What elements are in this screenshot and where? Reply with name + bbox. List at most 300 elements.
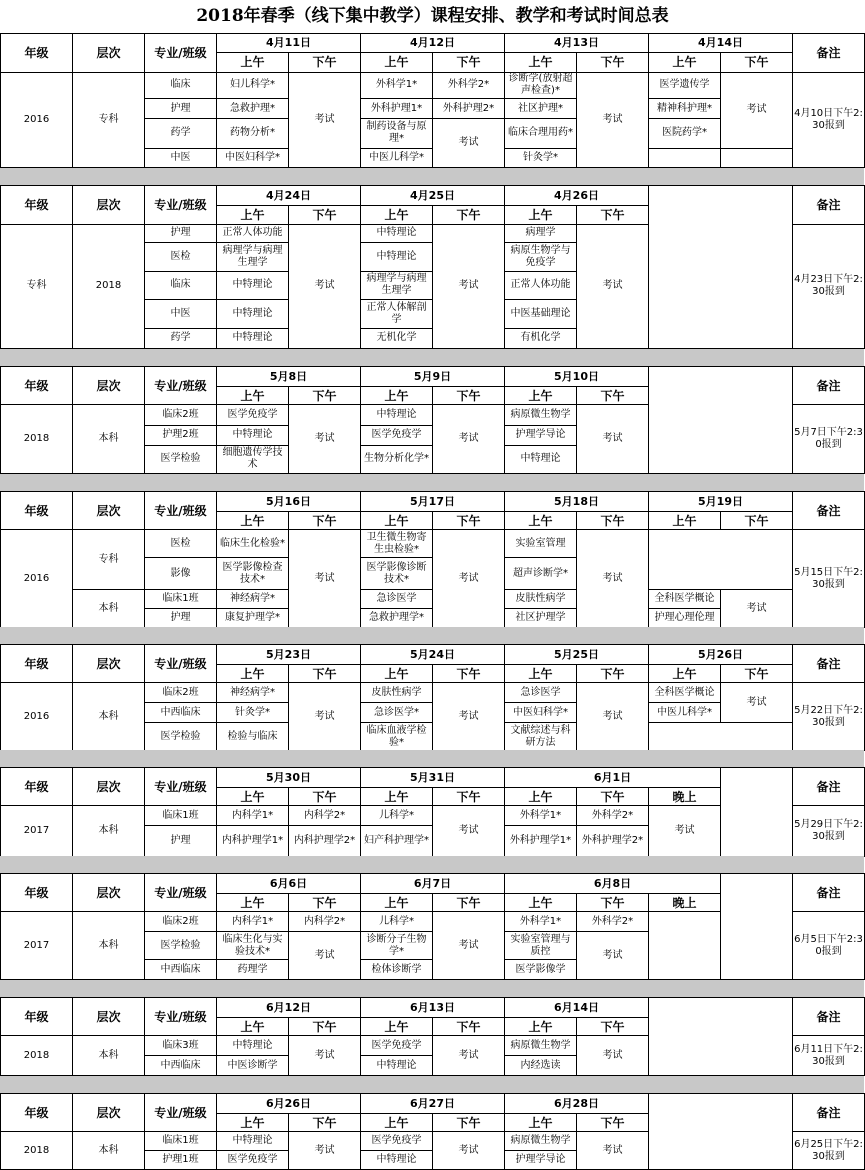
date-header: 6月12日 <box>217 998 361 1018</box>
empty-cell <box>649 723 793 751</box>
pm-header: 下午 <box>433 387 505 405</box>
header-grade: 年级 <box>1 367 73 405</box>
major-cell: 影像 <box>145 558 217 590</box>
course-cell: 检体诊断学 <box>361 960 433 980</box>
major-cell: 护理 <box>145 224 217 242</box>
am-header: 上午 <box>505 387 577 405</box>
grade-cell: 2016 <box>1 530 73 628</box>
course-cell: 儿科学* <box>361 806 433 826</box>
major-cell: 医学检验 <box>145 932 217 960</box>
pm-header: 下午 <box>721 512 793 530</box>
header-grade: 年级 <box>1 1094 73 1132</box>
am-header: 上午 <box>505 1114 577 1132</box>
course-cell: 临床生化与实验技术* <box>217 932 289 960</box>
exam-cell: 考试 <box>289 1132 361 1170</box>
exam-cell: 考试 <box>433 683 505 751</box>
header-note: 备注 <box>793 186 865 225</box>
header-major: 专业/班级 <box>145 186 217 225</box>
date-header: 6月1日 <box>505 768 721 788</box>
empty-cell <box>721 148 793 167</box>
exam-cell: 考试 <box>577 224 649 348</box>
pm-header: 下午 <box>577 788 649 806</box>
am-header: 上午 <box>217 665 289 683</box>
header-major: 专业/班级 <box>145 998 217 1036</box>
course-cell: 外科护理2* <box>433 99 505 118</box>
level-cell: 本科 <box>73 405 145 474</box>
course-cell: 急救护理* <box>217 99 289 118</box>
course-cell: 内科学2* <box>289 912 361 932</box>
pm-header: 下午 <box>433 788 505 806</box>
date-header: 5月25日 <box>505 645 649 665</box>
date-header: 6月28日 <box>505 1094 649 1114</box>
course-cell: 医学影像学 <box>505 960 577 980</box>
header-major: 专业/班级 <box>145 492 217 530</box>
major-cell: 临床2班 <box>145 912 217 932</box>
course-cell: 病理学与病理生理学 <box>361 271 433 300</box>
date-header: 6月8日 <box>505 874 721 894</box>
major-cell: 护理 <box>145 99 217 118</box>
empty-cell <box>649 367 793 474</box>
header-note: 备注 <box>793 492 865 530</box>
am-header: 上午 <box>361 512 433 530</box>
course-cell: 神经病学* <box>217 590 289 609</box>
date-header: 6月27日 <box>361 1094 505 1114</box>
am-header: 上午 <box>649 53 721 72</box>
course-cell: 实验室管理 <box>505 530 577 558</box>
am-header: 上午 <box>505 1018 577 1036</box>
level-cell: 本科 <box>73 590 145 628</box>
course-cell: 内科学1* <box>217 806 289 826</box>
course-cell: 正常人体解剖学 <box>361 300 433 329</box>
pm-header: 下午 <box>289 1018 361 1036</box>
am-header: 上午 <box>505 512 577 530</box>
am-header: 上午 <box>217 788 289 806</box>
header-note: 备注 <box>793 34 865 73</box>
course-cell: 实验室管理与质控 <box>505 932 577 960</box>
pm-header: 下午 <box>577 387 649 405</box>
section-separator <box>0 168 864 185</box>
date-header: 5月30日 <box>217 768 361 788</box>
course-cell: 中特理论 <box>217 425 289 445</box>
evening-header: 晚上 <box>649 894 721 912</box>
course-cell: 精神科护理* <box>649 99 721 118</box>
course-cell: 有机化学 <box>505 328 577 348</box>
course-cell: 无机化学 <box>361 328 433 348</box>
am-header: 上午 <box>217 53 289 72</box>
pm-header: 下午 <box>577 512 649 530</box>
exam-cell: 考试 <box>721 590 793 628</box>
am-header: 上午 <box>505 206 577 224</box>
header-grade: 年级 <box>1 34 73 73</box>
am-header: 上午 <box>217 1018 289 1036</box>
major-cell: 临床 <box>145 271 217 300</box>
grade-cell: 2016 <box>1 683 73 751</box>
section-separator <box>0 856 864 873</box>
course-cell: 病理学 <box>505 224 577 242</box>
date-header: 4月24日 <box>217 186 361 206</box>
level-cell: 本科 <box>73 1132 145 1170</box>
empty-cell <box>649 530 793 590</box>
date-header: 5月23日 <box>217 645 361 665</box>
date-header: 6月7日 <box>361 874 505 894</box>
date-header: 6月6日 <box>217 874 361 894</box>
grade-cell: 2018 <box>1 1036 73 1076</box>
pm-header: 下午 <box>289 387 361 405</box>
section-separator <box>0 627 864 644</box>
date-header: 4月14日 <box>649 34 793 53</box>
level-cell: 本科 <box>73 1036 145 1076</box>
date-header: 5月26日 <box>649 645 793 665</box>
grade-cell: 2016 <box>1 72 73 167</box>
am-header: 上午 <box>361 53 433 72</box>
course-cell: 外科学2* <box>433 72 505 99</box>
exam-cell: 考试 <box>433 224 505 348</box>
major-cell: 护理1班 <box>145 1151 217 1170</box>
exam-cell: 考试 <box>289 530 361 628</box>
exam-cell: 考试 <box>577 405 649 474</box>
course-cell: 中医诊断学 <box>217 1056 289 1076</box>
pm-header: 下午 <box>289 1114 361 1132</box>
course-cell: 急救护理学* <box>361 609 433 628</box>
header-level: 层次 <box>73 186 145 225</box>
course-cell: 医学影像检查技术* <box>217 558 289 590</box>
am-header: 上午 <box>505 894 577 912</box>
am-header: 上午 <box>505 665 577 683</box>
major-cell: 医检 <box>145 530 217 558</box>
course-cell: 中特理论 <box>217 1036 289 1056</box>
course-cell: 制药设备与原理* <box>361 118 433 148</box>
course-cell: 针灸学* <box>217 703 289 723</box>
pm-header: 下午 <box>577 1114 649 1132</box>
header-major: 专业/班级 <box>145 1094 217 1132</box>
am-header: 上午 <box>505 788 577 806</box>
course-cell: 生物分析化学* <box>361 445 433 473</box>
grade-cell: 2017 <box>1 806 73 857</box>
date-header: 5月18日 <box>505 492 649 512</box>
exam-cell: 考试 <box>433 405 505 474</box>
am-header: 上午 <box>217 206 289 224</box>
major-cell: 临床3班 <box>145 1036 217 1056</box>
course-cell: 细胞遗传学技术 <box>217 445 289 473</box>
pm-header: 下午 <box>721 665 793 683</box>
major-cell: 中医 <box>145 148 217 167</box>
course-cell: 诊断学(放射超声检查)* <box>505 72 577 99</box>
date-header: 4月11日 <box>217 34 361 53</box>
pm-header: 下午 <box>577 206 649 224</box>
course-cell: 药理学 <box>217 960 289 980</box>
date-header: 5月17日 <box>361 492 505 512</box>
section-separator <box>0 750 864 767</box>
pm-header: 下午 <box>433 512 505 530</box>
course-cell: 中特理论 <box>505 445 577 473</box>
exam-cell: 考试 <box>577 530 649 628</box>
course-cell: 针灸学* <box>505 148 577 167</box>
header-note: 备注 <box>793 998 865 1036</box>
course-cell: 外科学2* <box>577 806 649 826</box>
pm-header: 下午 <box>289 788 361 806</box>
pm-header: 下午 <box>289 206 361 224</box>
header-grade: 年级 <box>1 874 73 912</box>
course-cell: 外科学1* <box>505 912 577 932</box>
exam-cell: 考试 <box>433 118 505 167</box>
am-header: 上午 <box>649 512 721 530</box>
course-cell: 全科医学概论 <box>649 590 721 609</box>
header-grade: 年级 <box>1 186 73 225</box>
am-header: 上午 <box>361 894 433 912</box>
course-cell: 妇产科护理学* <box>361 826 433 857</box>
header-level: 层次 <box>73 1094 145 1132</box>
course-cell: 医院药学* <box>649 118 721 148</box>
pm-header: 下午 <box>433 206 505 224</box>
grade-cell: 2018 <box>1 1132 73 1170</box>
section-separator <box>0 1076 864 1093</box>
note-cell: 6月11日下午2:30报到 <box>793 1036 865 1076</box>
major-cell: 中西临床 <box>145 703 217 723</box>
note-cell: 5月15日下午2:30报到 <box>793 530 865 628</box>
note-cell: 6月25日下午2:30报到 <box>793 1132 865 1170</box>
level-cell: 专科 <box>73 72 145 167</box>
course-cell: 中医妇科学* <box>217 148 289 167</box>
date-header: 4月26日 <box>505 186 649 206</box>
note-cell: 4月23日下午2:30报到 <box>793 224 865 348</box>
exam-cell: 考试 <box>433 912 505 980</box>
course-cell: 社区护理学 <box>505 609 577 628</box>
course-cell: 中特理论 <box>217 300 289 329</box>
date-header: 6月26日 <box>217 1094 361 1114</box>
pm-header: 下午 <box>721 53 793 72</box>
note-cell: 5月22日下午2:30报到 <box>793 683 865 751</box>
header-level: 层次 <box>73 998 145 1036</box>
course-cell: 医学免疫学 <box>361 1132 433 1151</box>
pm-header: 下午 <box>289 512 361 530</box>
header-grade: 年级 <box>1 492 73 530</box>
page-title: 2018年春季（线下集中教学）课程安排、教学和考试时间总表 <box>196 6 669 26</box>
course-cell: 中特理论 <box>217 328 289 348</box>
course-cell: 中特理论 <box>217 271 289 300</box>
pm-header: 下午 <box>433 665 505 683</box>
course-cell: 康复护理学* <box>217 609 289 628</box>
schedule-table-5 <box>0 767 865 857</box>
date-header: 4月25日 <box>361 186 505 206</box>
exam-cell: 考试 <box>289 683 361 751</box>
course-cell: 护理学导论 <box>505 425 577 445</box>
grade-cell: 2017 <box>1 912 73 980</box>
date-header: 6月13日 <box>361 998 505 1018</box>
level-cell: 2018 <box>73 224 145 348</box>
major-cell: 医学检验 <box>145 445 217 473</box>
exam-cell: 考试 <box>577 932 649 980</box>
course-cell: 临床生化检验* <box>217 530 289 558</box>
header-level: 层次 <box>73 367 145 405</box>
am-header: 上午 <box>217 387 289 405</box>
header-major: 专业/班级 <box>145 34 217 73</box>
course-cell: 中特理论 <box>361 243 433 272</box>
exam-cell: 考试 <box>433 530 505 628</box>
course-cell: 神经病学* <box>217 683 289 703</box>
course-cell: 急诊医学* <box>361 703 433 723</box>
course-cell: 病原微生物学 <box>505 1036 577 1056</box>
header-grade: 年级 <box>1 768 73 806</box>
course-cell: 内科护理学2* <box>289 826 361 857</box>
course-cell: 全科医学概论 <box>649 683 721 703</box>
major-cell: 临床1班 <box>145 806 217 826</box>
course-cell: 医学遗传学 <box>649 72 721 99</box>
major-cell: 药学 <box>145 328 217 348</box>
course-cell: 正常人体功能 <box>217 224 289 242</box>
header-note: 备注 <box>793 367 865 405</box>
header-major: 专业/班级 <box>145 874 217 912</box>
course-cell: 中特理论 <box>361 1151 433 1170</box>
course-cell: 中医妇科学* <box>505 703 577 723</box>
date-header: 5月10日 <box>505 367 649 387</box>
exam-cell: 考试 <box>721 683 793 723</box>
course-cell: 皮肤性病学 <box>361 683 433 703</box>
am-header: 上午 <box>361 387 433 405</box>
schedule-table-7 <box>0 997 865 1076</box>
major-cell: 护理2班 <box>145 425 217 445</box>
am-header: 上午 <box>505 53 577 72</box>
pm-header: 下午 <box>289 894 361 912</box>
course-cell: 医学免疫学 <box>361 425 433 445</box>
course-cell: 外科护理1* <box>361 99 433 118</box>
course-cell: 儿科学* <box>361 912 433 932</box>
note-cell: 4月10日下午2:30报到 <box>793 72 865 167</box>
exam-cell: 考试 <box>577 683 649 751</box>
date-header: 4月12日 <box>361 34 505 53</box>
note-cell: 6月5日下午2:30报到 <box>793 912 865 980</box>
schedule-table-0 <box>0 33 865 168</box>
am-header: 上午 <box>361 665 433 683</box>
note-cell: 5月7日下午2:30报到 <box>793 405 865 474</box>
pm-header: 下午 <box>433 1018 505 1036</box>
course-cell: 卫生微生物寄生虫检验* <box>361 530 433 558</box>
course-cell: 急诊医学 <box>505 683 577 703</box>
course-cell: 社区护理* <box>505 99 577 118</box>
am-header: 上午 <box>649 665 721 683</box>
date-header: 6月14日 <box>505 998 649 1018</box>
header-grade: 年级 <box>1 645 73 683</box>
exam-cell: 考试 <box>577 1132 649 1170</box>
schedule-table-6 <box>0 873 865 980</box>
course-cell: 超声诊断学* <box>505 558 577 590</box>
date-header: 5月9日 <box>361 367 505 387</box>
major-cell: 护理 <box>145 609 217 628</box>
empty-cell <box>649 1094 793 1170</box>
exam-cell: 考试 <box>433 1036 505 1076</box>
date-header: 5月31日 <box>361 768 505 788</box>
header-major: 专业/班级 <box>145 367 217 405</box>
empty-cell <box>649 148 721 167</box>
course-cell: 内经选读 <box>505 1056 577 1076</box>
pm-header: 下午 <box>433 1114 505 1132</box>
course-cell: 中特理论 <box>361 1056 433 1076</box>
exam-cell: 考试 <box>721 72 793 148</box>
major-cell: 临床1班 <box>145 1132 217 1151</box>
header-level: 层次 <box>73 34 145 73</box>
evening-header: 晚上 <box>649 788 721 806</box>
date-header: 5月8日 <box>217 367 361 387</box>
schedule-table-8 <box>0 1093 865 1170</box>
exam-cell: 考试 <box>289 1036 361 1076</box>
header-level: 层次 <box>73 874 145 912</box>
header-level: 层次 <box>73 768 145 806</box>
course-cell: 外科学1* <box>505 806 577 826</box>
exam-cell: 考试 <box>433 806 505 857</box>
note-cell: 5月29日下午2:30报到 <box>793 806 865 857</box>
course-cell: 病原生物学与免疫学 <box>505 243 577 272</box>
level-cell: 本科 <box>73 683 145 751</box>
course-cell: 检验与临床 <box>217 723 289 751</box>
course-cell: 医学免疫学 <box>217 1151 289 1170</box>
exam-cell: 考试 <box>289 932 361 980</box>
exam-cell: 考试 <box>577 1036 649 1076</box>
course-cell: 中特理论 <box>217 1132 289 1151</box>
am-header: 上午 <box>361 206 433 224</box>
major-cell: 临床 <box>145 72 217 99</box>
am-header: 上午 <box>217 1114 289 1132</box>
pm-header: 下午 <box>577 1018 649 1036</box>
header-level: 层次 <box>73 645 145 683</box>
section-separator <box>0 980 864 997</box>
header-major: 专业/班级 <box>145 645 217 683</box>
date-header: 5月24日 <box>361 645 505 665</box>
course-cell: 病原微生物学 <box>505 1132 577 1151</box>
major-cell: 临床1班 <box>145 590 217 609</box>
course-cell: 中特理论 <box>361 224 433 242</box>
course-cell: 病理学与病理生理学 <box>217 243 289 272</box>
course-cell: 病原微生物学 <box>505 405 577 425</box>
grade-cell: 2018 <box>1 405 73 474</box>
level-cell: 本科 <box>73 806 145 857</box>
exam-cell: 考试 <box>577 72 649 167</box>
major-cell: 药学 <box>145 118 217 148</box>
pm-header: 下午 <box>577 894 649 912</box>
am-header: 上午 <box>361 1018 433 1036</box>
course-cell: 中医儿科学* <box>649 703 721 723</box>
section-separator <box>0 474 864 491</box>
major-cell: 中西临床 <box>145 1056 217 1076</box>
level-cell: 本科 <box>73 912 145 980</box>
grade-cell: 专科 <box>1 224 73 348</box>
course-cell: 皮肤性病学 <box>505 590 577 609</box>
pm-header: 下午 <box>433 53 505 72</box>
exam-cell: 考试 <box>649 806 721 857</box>
date-header: 5月19日 <box>649 492 793 512</box>
empty-cell <box>649 912 721 980</box>
course-cell: 医学影像诊断技术* <box>361 558 433 590</box>
section-separator <box>0 349 864 366</box>
course-cell: 护理心理伦理 <box>649 609 721 628</box>
course-cell: 外科护理学2* <box>577 826 649 857</box>
course-cell: 临床血液学检验* <box>361 723 433 751</box>
am-header: 上午 <box>217 512 289 530</box>
course-cell: 外科护理学1* <box>505 826 577 857</box>
course-cell: 内科护理学1* <box>217 826 289 857</box>
major-cell: 中西临床 <box>145 960 217 980</box>
am-header: 上午 <box>217 894 289 912</box>
course-cell: 外科学1* <box>361 72 433 99</box>
course-cell: 外科学2* <box>577 912 649 932</box>
major-cell: 中医 <box>145 300 217 329</box>
schedule-table-4 <box>0 644 865 751</box>
am-header: 上午 <box>361 1114 433 1132</box>
exam-cell: 考试 <box>289 72 361 167</box>
course-cell: 中特理论 <box>361 405 433 425</box>
course-cell: 临床合理用药* <box>505 118 577 148</box>
course-cell: 诊断分子生物学* <box>361 932 433 960</box>
level-cell: 专科 <box>73 530 145 590</box>
header-grade: 年级 <box>1 998 73 1036</box>
